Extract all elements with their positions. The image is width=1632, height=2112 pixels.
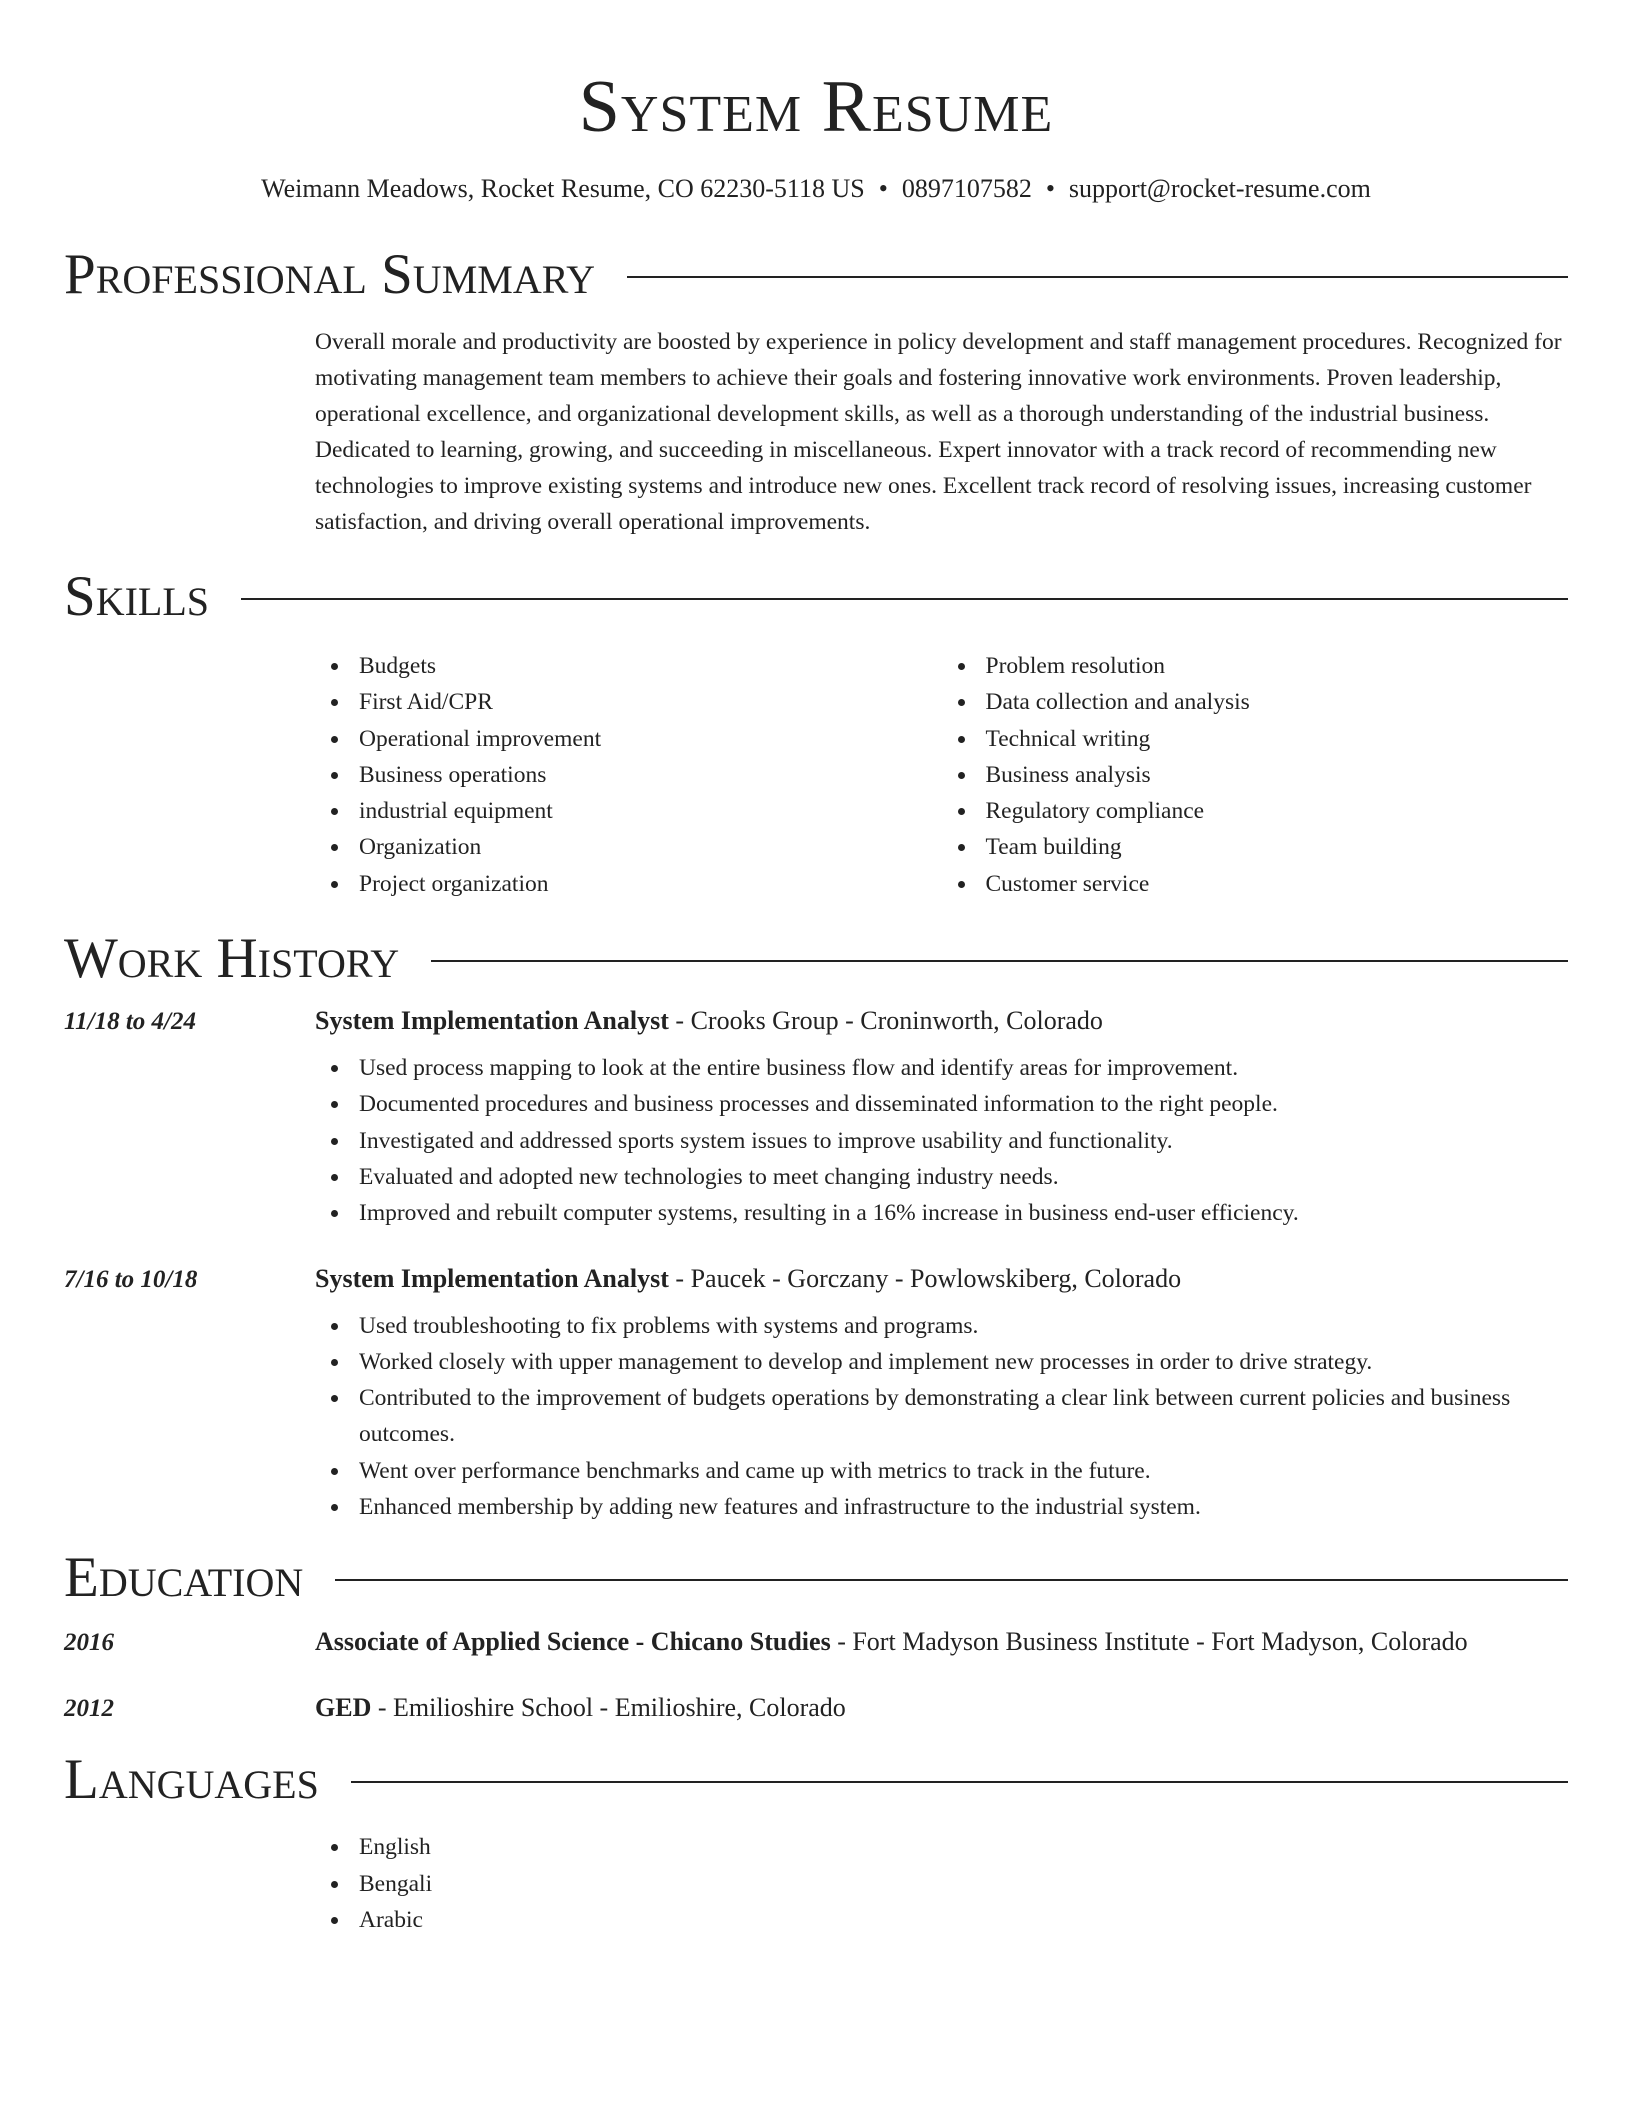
job-entry <box>64 1264 1568 1294</box>
summary-content <box>315 324 1568 540</box>
skill-item: Customer service <box>986 866 1569 902</box>
education-entry <box>64 1693 1568 1723</box>
job-company-location: - Paucek - Gorczany - Powlowskiberg, Colorado <box>668 1263 1182 1293</box>
skill-item: Budgets <box>359 648 942 684</box>
summary-section-header <box>64 240 1568 310</box>
job-company-location: - Crooks Group - Croninworth, Colorado <box>668 1006 1103 1036</box>
languages-heading: Languages <box>64 1748 319 1812</box>
job-title: System Implementation Analyst <box>315 1006 669 1036</box>
language-item: Bengali <box>359 1866 1568 1902</box>
resume-page <box>64 0 1568 1938</box>
skill-item: Technical writing <box>986 721 1569 757</box>
languages-content <box>315 1829 1568 1938</box>
skill-item: Organization <box>359 829 942 865</box>
skill-item: Business operations <box>359 757 942 793</box>
education-entry <box>64 1627 1568 1657</box>
education-school-location: - Fort Madyson Business Institute - Fort Madyson, Colorado <box>830 1627 1468 1657</box>
language-item: Arabic <box>359 1902 1568 1938</box>
job-bullet: Documented procedures and business processes and disseminated information to the right people. <box>359 1086 1568 1122</box>
section-divider <box>351 1781 1568 1783</box>
job-dates: 7/16 to 10/18 <box>64 1265 198 1293</box>
skill-item: Team building <box>986 829 1569 865</box>
skills-column-left <box>315 648 942 902</box>
skills-list <box>315 648 1568 902</box>
education-degree: GED <box>315 1693 372 1723</box>
skills-section-header <box>64 562 1568 632</box>
job-bullet: Investigated and addressed sports system issues to improve usability and functionality. <box>359 1123 1568 1159</box>
skill-item: Regulatory compliance <box>986 793 1569 829</box>
skill-item: industrial equipment <box>359 793 942 829</box>
summary-heading: Professional Summary <box>64 243 596 306</box>
job-bullet: Contributed to the improvement of budgets operations by demonstrating a clear link between current policies and business outcomes. <box>359 1380 1568 1453</box>
section-divider <box>431 960 1568 962</box>
contact-separator: • <box>878 174 888 203</box>
job-bullet: Enhanced membership by adding new features and infrastructure to the industrial system. <box>359 1489 1568 1525</box>
job-dates: 11/18 to 4/24 <box>64 1008 196 1036</box>
job-heading <box>315 1006 1103 1036</box>
work-section-header <box>64 924 1568 994</box>
job-bullet: Worked closely with upper management to develop and implement new processes in order to drive strategy. <box>359 1344 1568 1380</box>
skill-item: First Aid/CPR <box>359 684 942 720</box>
skills-column-right <box>942 648 1569 902</box>
education-school-location: - Emilioshire School - Emilioshire, Colorado <box>371 1693 846 1723</box>
job-bullet: Improved and rebuilt computer systems, resulting in a 16% increase in business end-user efficiency. <box>359 1195 1568 1231</box>
contact-email: support@rocket-resume.com <box>1068 174 1371 203</box>
work-heading: Work History <box>64 927 400 991</box>
job-bullets <box>315 1050 1568 1231</box>
job-bullet: Evaluated and adopted new technologies to meet changing industry needs. <box>359 1159 1568 1195</box>
skill-item: Operational improvement <box>359 721 942 757</box>
contact-address: Weimann Meadows, Rocket Resume, CO 62230-5118 US <box>261 174 865 203</box>
language-item: English <box>359 1829 1568 1865</box>
section-divider <box>335 1579 1568 1581</box>
job-bullets <box>315 1308 1568 1526</box>
education-year: 2012 <box>64 1695 114 1723</box>
summary-text: Overall morale and productivity are boosted by experience in policy development and staff management procedures. Recognized for motivating management team members to achieve their goals and fostering innovative work environments. Proven leadership, operational excellence, and organizational development skills, as well as a thorough understanding of the industrial business. Dedicated to learning, growing, and succeeding in miscellaneous. Expert innovator with a track record of recommending new technologies to improve existing systems and introduce new ones. Excellent track record of resolving issues, increasing customer satisfaction, and driving overall operational improvements. <box>315 329 1562 535</box>
job-bullet: Used troubleshooting to fix problems with systems and programs. <box>359 1308 1568 1344</box>
job-heading <box>315 1264 1181 1294</box>
education-heading-line <box>315 1627 1468 1657</box>
skills-heading: Skills <box>64 565 210 628</box>
resume-name: System Resume <box>578 66 1054 148</box>
job-bullet-list <box>315 1308 1568 1526</box>
job-entry <box>64 1006 1568 1036</box>
contact-line <box>64 172 1568 206</box>
skill-item: Business analysis <box>986 757 1569 793</box>
education-heading: Education <box>64 1546 304 1610</box>
languages-list <box>315 1829 1568 1938</box>
skill-item: Data collection and analysis <box>986 684 1569 720</box>
contact-phone: 0897107582 <box>901 174 1032 203</box>
education-degree: Associate of Applied Science - Chicano Studies <box>315 1627 831 1657</box>
section-divider <box>627 276 1568 278</box>
section-divider <box>241 598 1568 600</box>
job-bullet: Went over performance benchmarks and came up with metrics to track in the future. <box>359 1453 1568 1489</box>
education-year: 2016 <box>64 1629 114 1657</box>
job-bullet: Used process mapping to look at the entire business flow and identify areas for improvement. <box>359 1050 1568 1086</box>
job-title: System Implementation Analyst <box>315 1263 669 1293</box>
job-bullet-list <box>315 1050 1568 1231</box>
skill-item: Project organization <box>359 866 942 902</box>
skill-item: Problem resolution <box>986 648 1569 684</box>
education-section-header <box>64 1543 1568 1613</box>
languages-section-header <box>64 1745 1568 1815</box>
education-heading-line <box>315 1693 846 1723</box>
contact-separator: • <box>1045 174 1055 203</box>
